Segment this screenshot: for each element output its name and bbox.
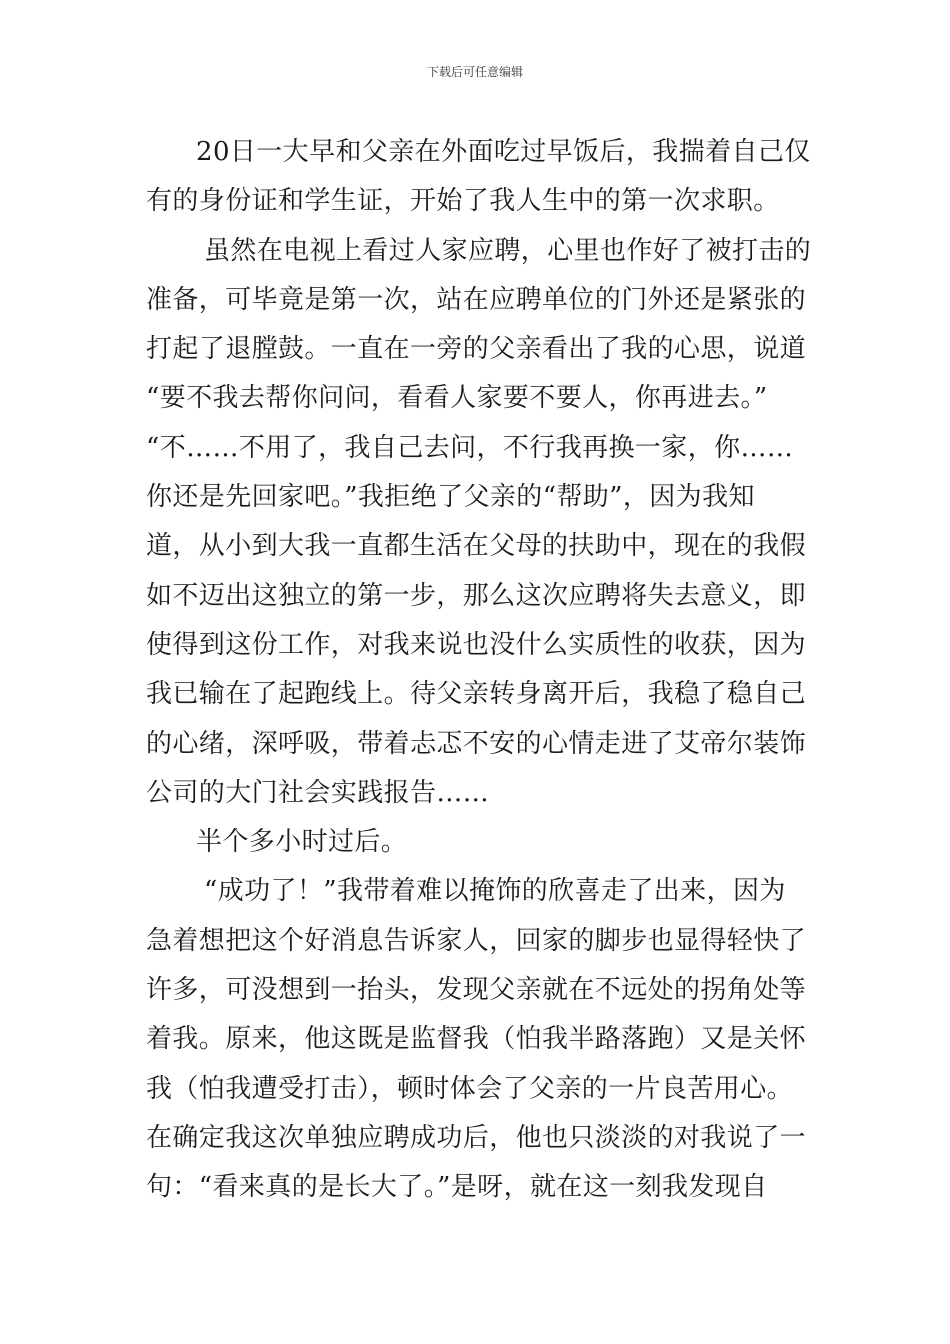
text-line: 半个多小时过后。 (196, 827, 408, 858)
text-line: 你还是先回家吧。”我拒绝了父亲的“帮助”，因为我知 (146, 482, 755, 513)
text-line: 的心绪，深呼吸，带着忐忑不安的心情走进了艾帝尔装饰 (146, 728, 807, 759)
text-line: 虽然在电视上看过人家应聘，心里也作好了被打击的 (204, 235, 812, 266)
text-line: 使得到这份工作，对我来说也没什么实质性的收获，因为 (146, 629, 807, 660)
page-header: 下载后可任意编辑 (426, 65, 523, 79)
text-line: 我（怕我遭受打击），顿时体会了父亲的一片良苦用心。 (146, 1073, 794, 1104)
text-line: 公司的大门社会实践报告…… (146, 777, 490, 808)
text-line: 有的身份证和学生证，开始了我人生中的第一次求职。 (146, 186, 780, 217)
text-line: 许多，可没想到一抬头，发现父亲就在不远处的拐角处等 (146, 975, 807, 1006)
text-line: 着我。原来，他这既是监督我（怕我半路落跑）又是关怀 (146, 1024, 807, 1055)
text-line: 急着想把这个好消息告诉家人，回家的脚步也显得轻快了 (146, 925, 807, 956)
text-line: 在确定我这次单独应聘成功后，他也只淡淡的对我说了一 (146, 1122, 807, 1153)
text-line: 如不迈出这独立的第一步，那么这次应聘将失去意义，即 (146, 580, 807, 611)
text-line: 道，从小到大我一直都生活在父母的扶助中，现在的我假 (146, 531, 807, 562)
text-line: “不……不用了，我自己去问，不行我再换一家，你…… (146, 432, 794, 463)
text-line: 20日一大早和父亲在外面吃过早饭后，我揣着自己仅 (196, 137, 811, 167)
document-body (146, 128, 810, 1213)
text-line: 准备，可毕竟是第一次，站在应聘单位的门外还是紧张的 (146, 284, 807, 315)
text-line: 打起了退膛鼓。一直在一旁的父亲看出了我的心思，说道 (146, 334, 807, 365)
text-line: 句：“看来真的是长大了。”是呀，就在这一刻我发现自 (146, 1172, 768, 1203)
text-line: “要不我去帮你问问，看看人家要不要人，你再进去。” (146, 383, 768, 414)
text-line: “成功了！”我带着难以掩饰的欣喜走了出来，因为 (204, 876, 786, 907)
text-line: 我已输在了起跑线上。待父亲转身离开后，我稳了稳自己 (146, 679, 807, 710)
